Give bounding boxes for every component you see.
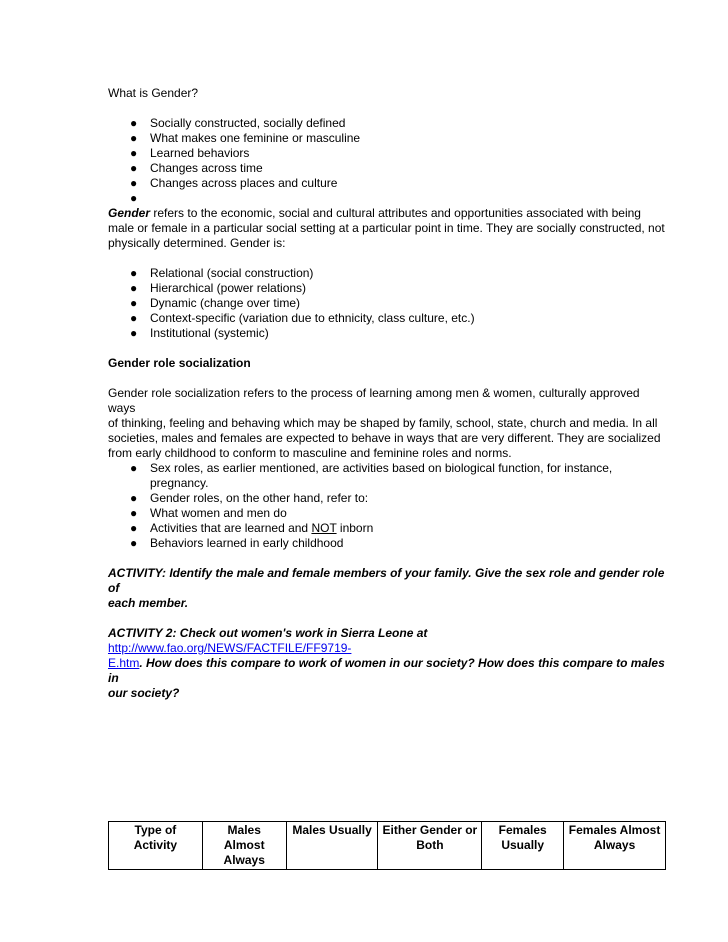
bullet-icon: ● xyxy=(130,536,138,550)
bullet-icon: ● xyxy=(130,491,138,505)
list-item: ● Hierarchical (power relations) xyxy=(130,281,307,295)
gender-definition: Gender refers to the economic, social and cultural attributes and opportunities associated with being male or female in a particular social setting at a particular point in time. They are socially constructed, not physically determined. Gender is: xyxy=(108,206,665,250)
socialization-paragraph: Gender role socialization refers to the process of learning among men & women, culturally approved ways of thinking, feeling and behaving which may be shaped by family, school, state, church and media. In all societies, males and females are expected to behave in ways that are very different. They are socialized from early childhood to conform to masculine and feminine roles and norms. xyxy=(108,386,661,460)
list-item: ● Context-specific (variation due to ethnicity, class culture, etc.) xyxy=(130,311,475,325)
header-females-almost-always: Females Almost Always xyxy=(564,822,666,870)
bullet-icon: ● xyxy=(130,461,138,475)
activity-table xyxy=(108,821,666,870)
heading: What is Gender? xyxy=(108,86,199,100)
document-page xyxy=(108,86,668,701)
list-item: ● Gender roles, on the other hand, refer to: xyxy=(130,491,369,505)
gender-characteristics-list xyxy=(108,266,668,341)
bullet-icon: ● xyxy=(130,131,138,145)
activity-2: ACTIVITY 2: Check out women's work in Sierra Leone at http://www.fao.org/NEWS/FACTFILE/FF9719- E.htm. How does this compare to work of women in our society? How does this compare to males in our society? xyxy=(108,626,665,700)
list-item: ● Changes across places and culture xyxy=(130,176,338,190)
list-item: ● Behaviors learned in early childhood xyxy=(130,536,344,550)
bullet-icon: ● xyxy=(130,146,138,160)
header-males-usually: Males Usually xyxy=(286,822,378,870)
activity-1: ACTIVITY: Identify the male and female members of your family. Give the sex role and gender role of each member. xyxy=(108,566,665,610)
list-item: ● Socially constructed, socially defined xyxy=(130,116,346,130)
list-item xyxy=(128,191,668,206)
sex-roles-list xyxy=(108,461,668,490)
header-males-almost-always: Males Almost Always xyxy=(202,822,286,870)
list-item: ● What makes one feminine or masculine xyxy=(130,131,361,145)
gender-traits-list xyxy=(108,116,668,206)
list-item: ● Learned behaviors xyxy=(130,146,250,160)
fao-link-continued[interactable]: E.htm xyxy=(108,656,140,670)
header-females-usually: Females Usually xyxy=(482,822,564,870)
bullet-icon: ● xyxy=(130,521,138,535)
gender-term: Gender xyxy=(108,206,151,220)
bullet-icon: ● xyxy=(130,176,138,190)
table-header-row xyxy=(109,822,666,870)
fao-link[interactable]: http://www.fao.org/NEWS/FACTFILE/FF9719- xyxy=(108,641,352,655)
section-title: Gender role socialization xyxy=(108,356,251,370)
bullet-icon: ● xyxy=(130,191,138,205)
gender-roles-list xyxy=(108,491,668,551)
list-item: ● Sex roles, as earlier mentioned, are activities based on biological function, for instance, pregnancy. xyxy=(130,461,613,490)
bullet-icon: ● xyxy=(130,266,138,280)
header-either-gender: Either Gender or Both xyxy=(378,822,482,870)
list-item: ● What women and men do xyxy=(130,506,287,520)
list-item: ● Dynamic (change over time) xyxy=(130,296,301,310)
bullet-icon: ● xyxy=(130,506,138,520)
bullet-icon: ● xyxy=(130,326,138,340)
bullet-icon: ● xyxy=(130,161,138,175)
bullet-icon: ● xyxy=(130,116,138,130)
bullet-icon: ● xyxy=(130,296,138,310)
bullet-icon: ● xyxy=(130,311,138,325)
bullet-icon: ● xyxy=(130,281,138,295)
header-type-of-activity: Type of Activity xyxy=(109,822,203,870)
list-item: ● Changes across time xyxy=(130,161,263,175)
list-item: ● Institutional (systemic) xyxy=(130,326,269,340)
list-item: ● Activities that are learned and NOT inborn xyxy=(130,521,374,535)
list-item: ● Relational (social construction) xyxy=(130,266,314,280)
